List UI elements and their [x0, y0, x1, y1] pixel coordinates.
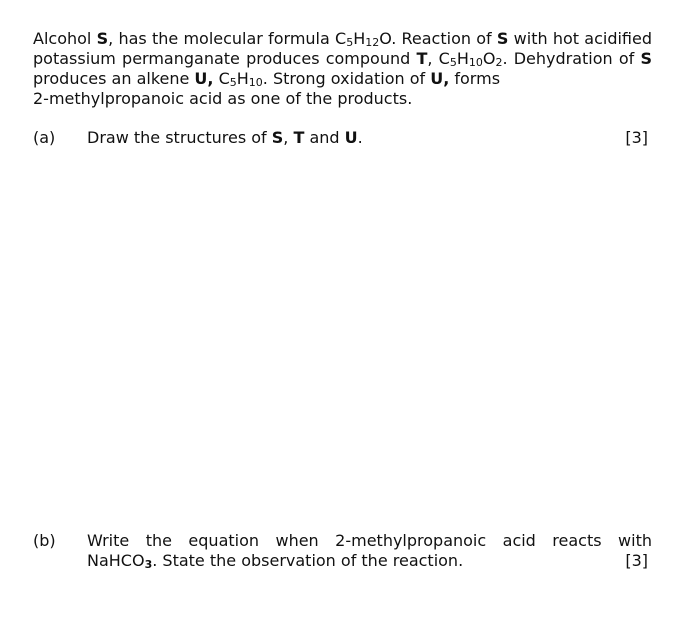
compound-s: S	[271, 128, 284, 147]
compound-s: S	[640, 49, 653, 68]
prompt-text: . State the observation of the reaction.	[152, 551, 464, 570]
stem-text: , has the molecular formula C	[108, 29, 347, 48]
part-b-marks: [3]	[625, 551, 648, 570]
part-b	[33, 531, 652, 571]
prompt-line-1: Write the equation when 2-methylpropanoic acid reacts with	[87, 531, 652, 550]
stem-text: produces an alkene	[33, 69, 195, 88]
subscript: 5	[346, 36, 354, 49]
stem-text: H	[456, 49, 469, 68]
stem-text: H	[353, 29, 366, 48]
prompt-text: and	[304, 128, 345, 147]
compound-s: S	[496, 29, 509, 48]
compound-u: U	[344, 128, 358, 147]
subscript: 10	[248, 76, 263, 89]
compound-s: S	[96, 29, 109, 48]
stem-text: . Dehydration of	[502, 49, 641, 68]
prompt-text: ,	[283, 128, 294, 147]
stem-text: Alcohol	[33, 29, 97, 48]
question-stem	[33, 29, 652, 109]
part-a-prompt	[87, 128, 652, 148]
subscript: 2	[495, 56, 503, 69]
stem-text: H	[236, 69, 249, 88]
compound-u: U,	[194, 69, 214, 88]
stem-text: O. Reaction of	[379, 29, 497, 48]
part-a-label: (a)	[33, 128, 56, 147]
stem-text: C	[213, 69, 230, 88]
subscript: 5	[229, 76, 237, 89]
stem-text-last-line: 2-methylpropanoic acid as one of the products.	[33, 89, 413, 108]
prompt-text: NaHCO	[87, 551, 145, 570]
part-b-prompt	[87, 531, 652, 571]
subscript: 10	[468, 56, 483, 69]
stem-text: , C	[427, 49, 450, 68]
prompt-line-2	[87, 551, 463, 570]
prompt-text: .	[357, 128, 363, 147]
part-b-label: (b)	[33, 531, 56, 550]
compound-t: T	[293, 128, 305, 147]
subscript: 12	[365, 36, 380, 49]
part-a	[33, 128, 652, 148]
stem-text: with hot acidified potassium permanganate produces compound	[33, 29, 653, 68]
compound-t: T	[416, 49, 428, 68]
subscript: 5	[449, 56, 457, 69]
subscript: 3	[144, 558, 153, 571]
stem-text: . Strong oxidation of	[262, 69, 431, 88]
prompt-text: Draw the structures of	[87, 128, 272, 147]
stem-text: forms	[449, 69, 501, 88]
stem-text: O	[482, 49, 496, 68]
part-a-marks: [3]	[625, 128, 648, 147]
compound-u: U,	[430, 69, 450, 88]
